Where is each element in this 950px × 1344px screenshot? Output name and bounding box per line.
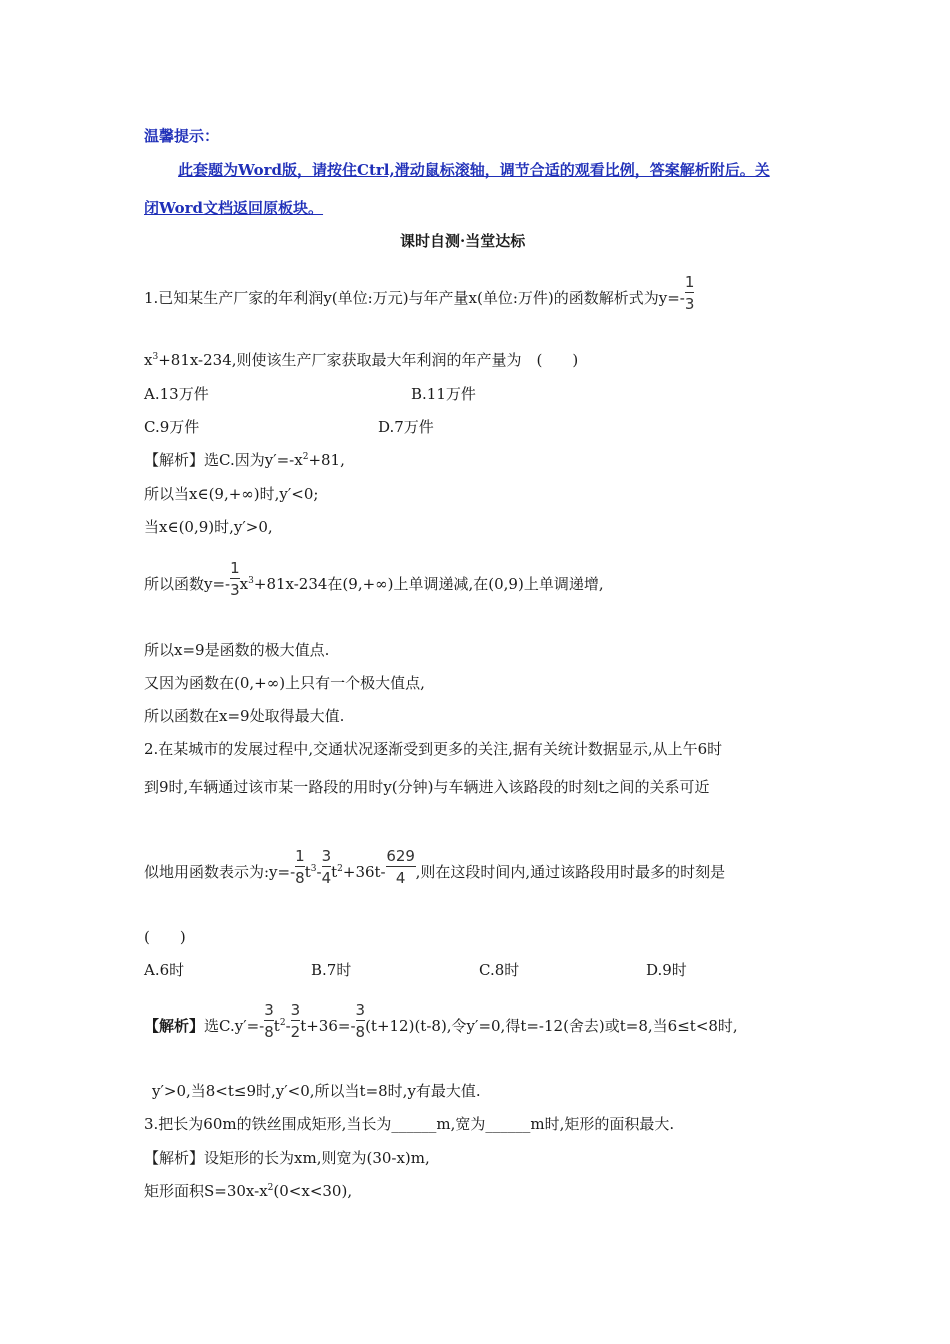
q2-solution-line1: 【解析】选C.y′=- $\frac{3}{8}$ $t^2-$ $\frac{3}{2}$ t+36=- $\frac{3}{8}$ (t+12)(t-8),令y′=0,得t=-12(舍去)或t=8,当6≤t<8时, bbox=[144, 1001, 738, 1041]
solution-label: 【解析】 bbox=[144, 1017, 205, 1035]
q1-option-c: C.9万件 bbox=[144, 418, 200, 436]
q2-solution-line2: y′>0,当8<t≤9时,y′<0,所以当t=8时,y有最大值. bbox=[152, 1082, 481, 1100]
q1-option-d: D.7万件 bbox=[378, 418, 434, 436]
q2-option-b: B.7时 bbox=[311, 961, 352, 979]
q2-option-c: C.8时 bbox=[479, 961, 520, 979]
q2-option-d: D.9时 bbox=[646, 961, 687, 979]
q1-fraction: $\frac{1}{3}$ bbox=[684, 273, 695, 313]
solution-label: 【解析】 bbox=[144, 451, 205, 469]
q1-solution-line2: 所以当x∈(9,+∞)时,y′<0; bbox=[144, 485, 319, 503]
q1-solution-line1: 【解析】选C.因为$y'=-x^2+81$, bbox=[144, 451, 345, 469]
q1-stem-line1 bbox=[144, 273, 695, 313]
q1-stem-line2: $x^3+81x-234$,则使该生产厂家获取最大年利润的年产量为 ( ) bbox=[144, 351, 579, 369]
page-title: 课时自测·当堂达标 bbox=[400, 232, 526, 250]
q2-paren: ( ) bbox=[144, 928, 186, 946]
solution-label: 【解析】 bbox=[144, 1149, 205, 1167]
tip-heading: 温馨提示： bbox=[144, 127, 220, 145]
q1-option-b: B.11万件 bbox=[411, 385, 476, 403]
q2-stem-line2: 到9时,车辆通过该市某一路段的用时y(分钟)与车辆进入该路段的时刻t之间的关系可近 bbox=[144, 778, 710, 796]
tip-link-line1[interactable]: 此套题为Word版，请按住Ctrl,滑动鼠标滚轴，调节合适的观看比例，答案解析附后。关 bbox=[178, 161, 770, 179]
q3-stem: 3.把长为60m的铁丝围成矩形,当长为______m,宽为______m时,矩形的面积最大. bbox=[144, 1115, 675, 1133]
q2-stem-line3: 似地用函数表示为:y=- $\frac{1}{8}$ $t^3-$ $\frac{3}{4}$ $t^2+36t-$ $\frac{629}{4}$ ,则在这段时间内,通过该路段用时最多的时刻是 bbox=[144, 847, 726, 887]
q2-stem-line1: 2.在某城市的发展过程中,交通状况逐渐受到更多的关注,据有关统计数据显示,从上午6时 bbox=[144, 740, 723, 758]
q1-solution-line7: 所以函数在x=9处取得最大值. bbox=[144, 707, 345, 725]
q1-solution-line3: 当x∈(0,9)时,y′>0, bbox=[144, 518, 273, 536]
q1-solution-line5: 所以x=9是函数的极大值点. bbox=[144, 641, 330, 659]
q1-option-a: A.13万件 bbox=[144, 385, 209, 403]
q1-stem-text: 1.已知某生产厂家的年利润y(单位:万元)与年产量x(单位:万件)的函数解析式为y=- bbox=[144, 289, 685, 307]
q2-option-a: A.6时 bbox=[144, 961, 185, 979]
q1-solution-line4: 所以函数y=- $\frac{1}{3}$ $x^3+81x-234$在(9,+∞)上单调递减,在(0,9)上单调递增, bbox=[144, 559, 604, 599]
q3-solution-line2: 矩形面积$S=30x-x^2(0<x<30)$, bbox=[144, 1182, 353, 1200]
tip-link-line2[interactable]: 闭Word文档返回原板块。 bbox=[144, 199, 324, 217]
q3-solution-line1: 【解析】设矩形的长为xm,则宽为(30-x)m, bbox=[144, 1149, 430, 1167]
q1-solution-line6: 又因为函数在(0,+∞)上只有一个极大值点, bbox=[144, 674, 425, 692]
